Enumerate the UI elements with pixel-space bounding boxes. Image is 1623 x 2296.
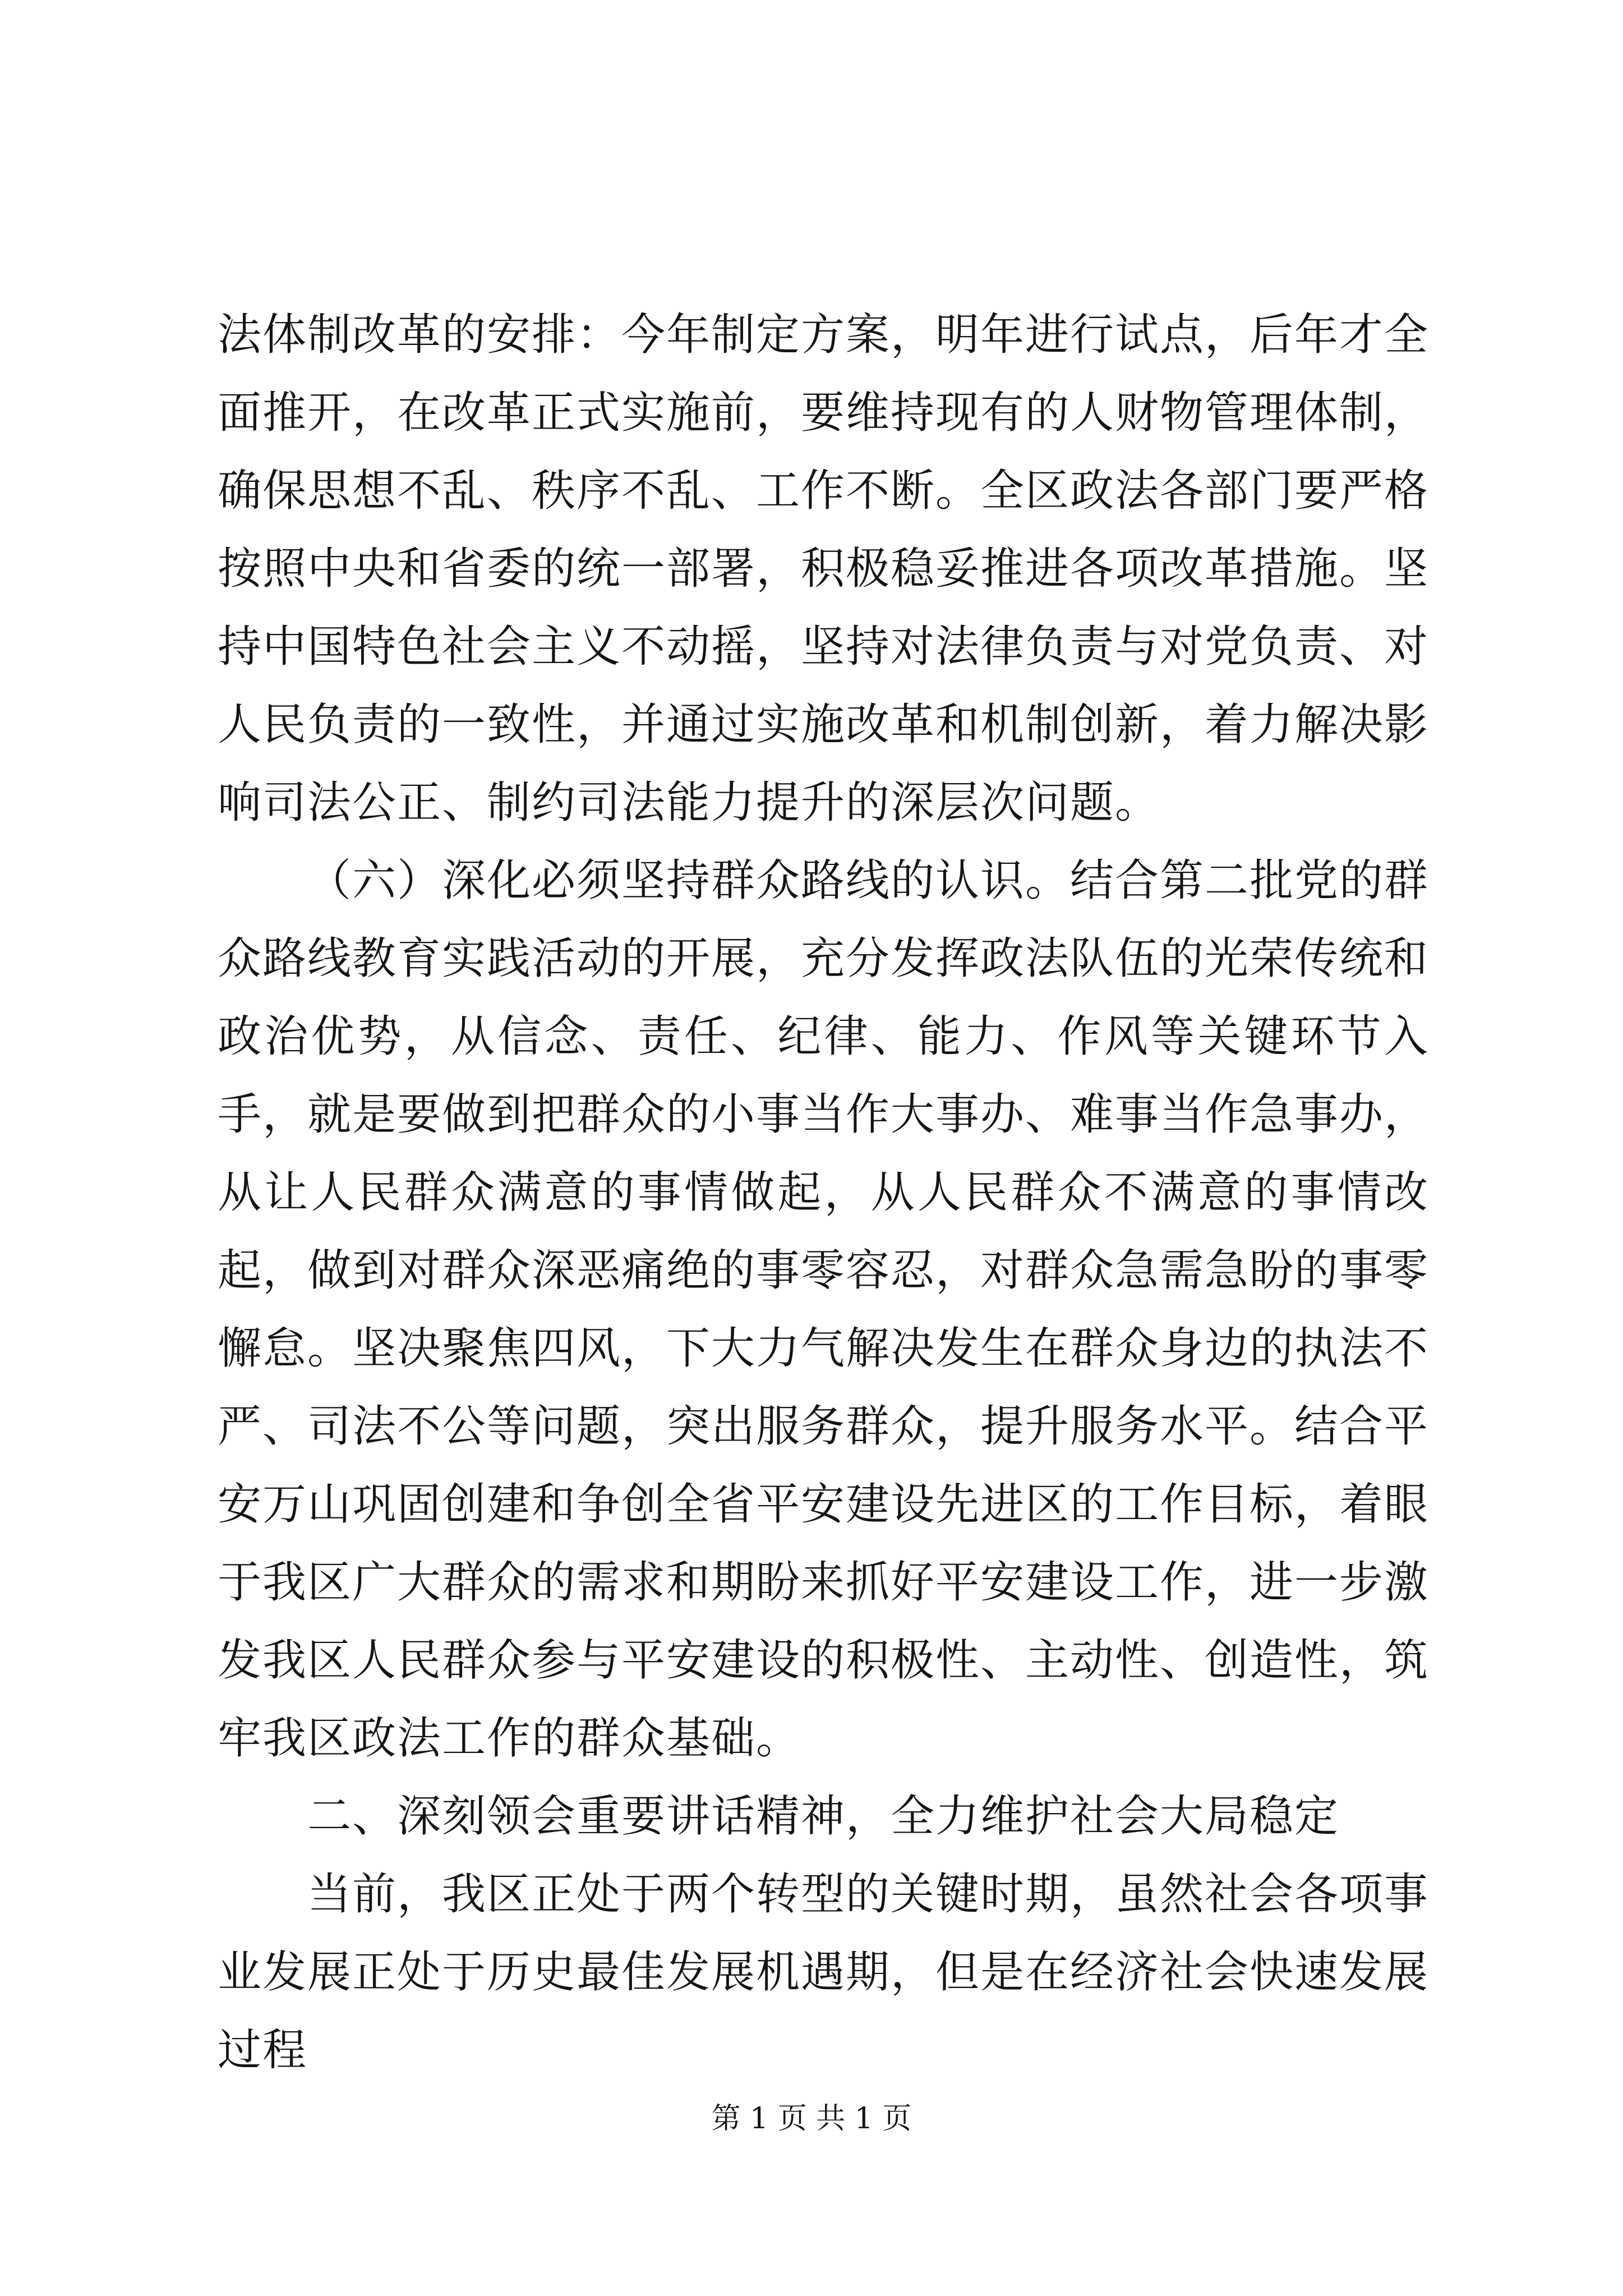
page-footer: 第 1 页 共 1 页 [711, 2102, 912, 2136]
paragraph-continued: 法体制改革的安排：今年制定方案，明年进行试点，后年才全面推开，在改革正式实施前，要维持现有的人财物管理体制，确保思想不乱、秩序不乱、工作不断。全区政法各部门要严格按照中央和省委的统一部署，积极稳妥推进各项改革措施。坚持中国特色社会主义不动摇，坚持对法律负责与对党负责、对人民负责的一致性，并通过实施改革和机制创新，着力解决影响司法公正、制约司法能力提升的深层次问题。 [218, 310, 1430, 828]
paragraph-current-situation: 当前，我区正处于两个转型的关键时期，虽然社会各项事业发展正处于历史最佳发展机遇期，但是在经济社会快速发展过程 [218, 1869, 1430, 2076]
section-heading-two: 二、深刻领会重要讲话精神，全力维护社会大局稳定 [307, 1791, 1340, 1842]
paragraph-section-six: （六）深化必须坚持群众路线的认识。结合第二批党的群众路线教育实践活动的开展，充分发挥政法队伍的光荣传统和政治优势，从信念、责任、纪律、能力、作风等关键环节入手，就是要做到把群众的小事当作大事办、难事当作急事办，从让人民群众满意的事情做起，从人民群众不满意的事情改起，做到对群众深恶痛绝的事零容忍，对群众急需急盼的事零懈怠。坚决聚焦四风，下大力气解决发生在群众身边的执法不严、司法不公等问题，突出服务群众，提升服务水平。结合平安万山巩固创建和争创全省平安建设先进区的工作目标，着眼于我区广大群众的需求和期盼来抓好平安建设工作，进一步激发我区人民群众参与平安建设的积极性、主动性、创造性，筑牢我区政法工作的群众基础。 [218, 855, 1430, 1764]
document-body [218, 296, 1429, 2090]
